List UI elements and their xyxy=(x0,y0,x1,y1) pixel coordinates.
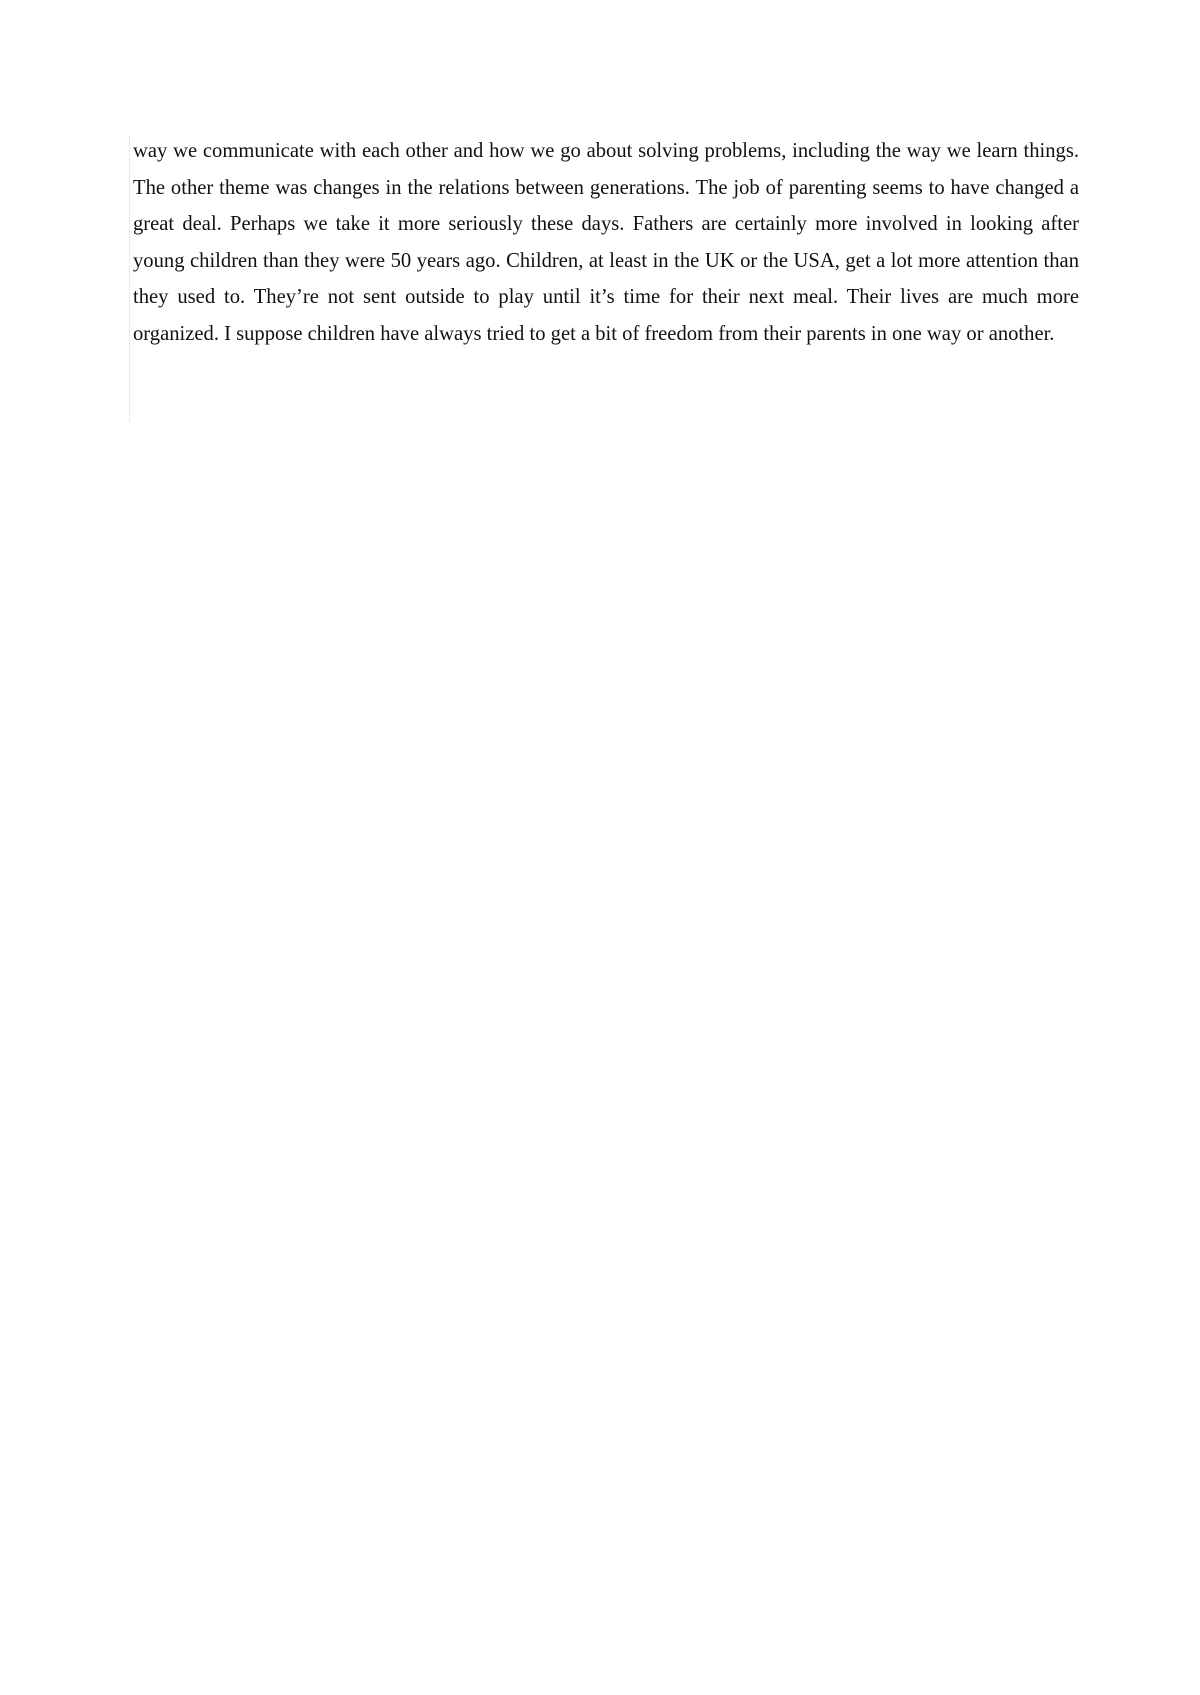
margin-guide-line xyxy=(129,136,130,422)
body-paragraph: way we communicate with each other and how we go about solving problems, including the way we learn things. The other theme was changes in the relations between generations. The job of parenting seems to have changed a great deal. Perhaps we take it more seriously these days. Fathers are certainly more involved in looking after young children than they were 50 years ago. Children, at least in the UK or the USA, get a lot more attention than they used to. They’re not sent outside to play until it’s time for their next meal. Their lives are much more organized. I suppose children have always tried to get a bit of freedom from their parents in one way or another. xyxy=(133,140,1079,345)
